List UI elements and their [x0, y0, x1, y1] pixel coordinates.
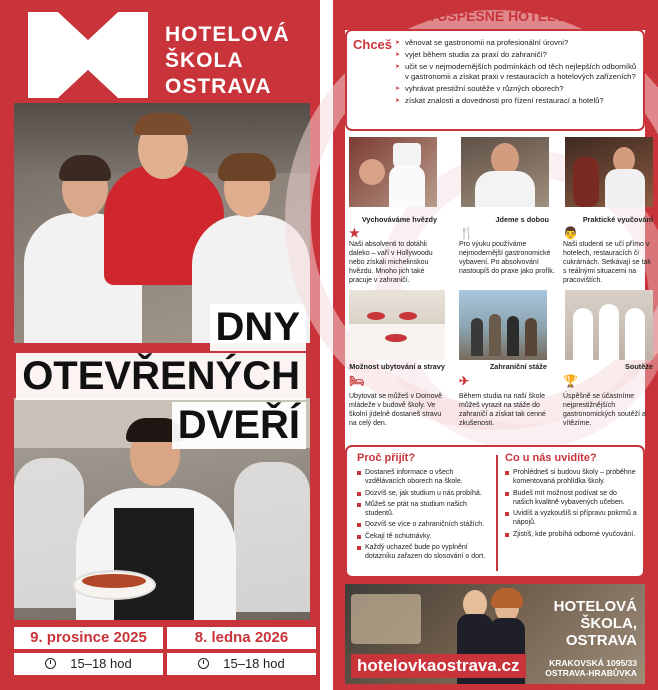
why-come-title: Proč přijít? [357, 452, 416, 464]
school-name-line: OSTRAVA [165, 75, 272, 98]
list-item: Uvidíš a vyzkoušíš si přípravu pokrmů a nápojů. [503, 509, 639, 528]
hotel-school-logo [28, 12, 148, 98]
feature-photo-modern [461, 137, 549, 207]
footer-school-line: HOTELOVÁ [553, 598, 637, 615]
feature-caption: Jdeme s dobou [495, 215, 549, 224]
list-item: Budeš mít možnost podívat se do našich kvalitně vybavených učeben. [503, 489, 639, 508]
chces-label: Chceš [353, 37, 393, 52]
list-item: ➤ učit se v nejmodernějších podmínkách od těch nejlepších odborníků v gastronomii a získat praxi v restauracích a hotelových zařízeních? [395, 62, 639, 82]
feature-text: Naši studenti se učí přímo v hotelech, restauracích či cukrárnách. Setkávají se tak s reálnými situacemi na pracovištích. [563, 241, 651, 284]
feature-photo-practice [565, 137, 653, 207]
list-item: Prohlédneš si budovu školy – proběhne komentovaná prohlídka školy. [503, 468, 639, 487]
left-panel [0, 0, 320, 690]
address-line: KRAKOVSKÁ 1095/33 [549, 658, 637, 668]
star-icon: ★ [349, 226, 360, 240]
feature-photo-competitions [565, 290, 653, 360]
list-item: Dozvíš se, jak studium u nás probíhá. [355, 489, 491, 498]
section-title: STUDUJ NA ÚSPĚŠNÉ HOTELOVÉ ŠKOLE [353, 8, 638, 24]
school-name-line: HOTELOVÁ [165, 23, 290, 46]
headline-line: OTEVŘENÝCH [16, 353, 306, 400]
list-item: Můžeš se ptát na studium našich studentů. [355, 500, 491, 519]
footer-school-name [554, 598, 637, 649]
school-name [165, 22, 290, 100]
bed-icon: 🛏 [349, 374, 365, 388]
time-box [14, 653, 163, 675]
clock-icon [198, 658, 209, 669]
what-you-see-title: Co u nás uvidíte? [505, 452, 597, 464]
feature-caption: Zahraniční stáže [489, 362, 547, 371]
feature-text: Během studia na naší škole můžeš vyrazit na stáže do zahraničí a získat tak cenné zkušenosti. [459, 393, 546, 427]
feature-photo-accommodation [349, 290, 445, 360]
website-link[interactable]: hotelovkaostrava.cz [351, 654, 526, 678]
list-item: ➤ vyjet během studia za praxí do zahraničí? [395, 50, 639, 60]
school-name-line: ŠKOLA [165, 49, 244, 72]
time-text: 15–18 hod [223, 656, 285, 671]
school-lobby-photo [345, 584, 645, 684]
reasons-box [345, 445, 645, 578]
headline-line: DNY [210, 304, 306, 351]
date-box: 8. ledna 2026 [167, 627, 316, 649]
feature-photo-stars [349, 137, 437, 207]
list-item: Dozvíš se více o zahraničních stážích. [355, 520, 491, 529]
time-text: 15–18 hod [70, 656, 132, 671]
feature-text: Pro výuku používáme nejmodernější gastronomické vybavení. Po absolvování nastoupíš do praxe jako profík. [459, 241, 555, 275]
clock-icon [45, 658, 56, 669]
trophy-icon: 🏆 [563, 374, 578, 388]
feature-text: Ubytovat se můžeš v Domově mládeže v budově školy. Ve školní jídelně dostaneš stravu na celý den. [349, 393, 442, 427]
list-item: ➤ věnovat se gastronomii na profesionální úrovni? [395, 38, 639, 48]
footer-school-line: ŠKOLA, [580, 615, 637, 632]
chces-box [345, 29, 645, 131]
list-item: Každý uchazeč bude po vyplnění dotazníku zařazen do slosování o dort. [355, 543, 491, 562]
cutlery-icon: 🍴 [459, 226, 474, 240]
footer-address [545, 658, 637, 678]
feature-text: Naši absolventi to dotáhli daleko – vaří v Hollywoodu nebo získali michelinskou hvězdu. Mnoho jich také pracuje v zahraničí. [349, 241, 433, 284]
headline-line: DVEŘÍ [172, 402, 306, 449]
feature-caption: Vychováváme hvězdy [361, 215, 437, 224]
date-box: 9. prosince 2025 [14, 627, 163, 649]
right-panel [333, 0, 658, 690]
plane-icon: ✈ [459, 374, 470, 388]
list-item: Čekají tě ochutnávky. [355, 532, 491, 541]
feature-caption: Možnost ubytování a stravy [349, 362, 445, 371]
time-box [167, 653, 316, 675]
feature-text: Úspěšně se účastníme nejprestižnějších gastronomických soutěží a vítězíme. [563, 393, 646, 427]
list-item: ➤ vyhrávat prestižní soutěže v různých oborech? [395, 84, 639, 94]
feature-caption: Praktické vyučování [582, 215, 653, 224]
feature-photo-internships [459, 290, 547, 360]
list-item: Dostaneš informace o všech vzdělávacích oborech na škole. [355, 468, 491, 487]
open-days-headline [16, 302, 306, 449]
chef-icon: 👨 [563, 226, 578, 240]
feature-caption: Soutěže [625, 362, 653, 371]
list-item: Zjistíš, kde probíhá odborné vyučování. [503, 530, 639, 539]
footer-school-line: OSTRAVA [565, 632, 637, 649]
list-item: ➤ získat znalosti a dovednosti pro řízení restaurací a hotelů? [395, 96, 639, 106]
address-line: OSTRAVA-HRABŮVKA [545, 668, 637, 678]
